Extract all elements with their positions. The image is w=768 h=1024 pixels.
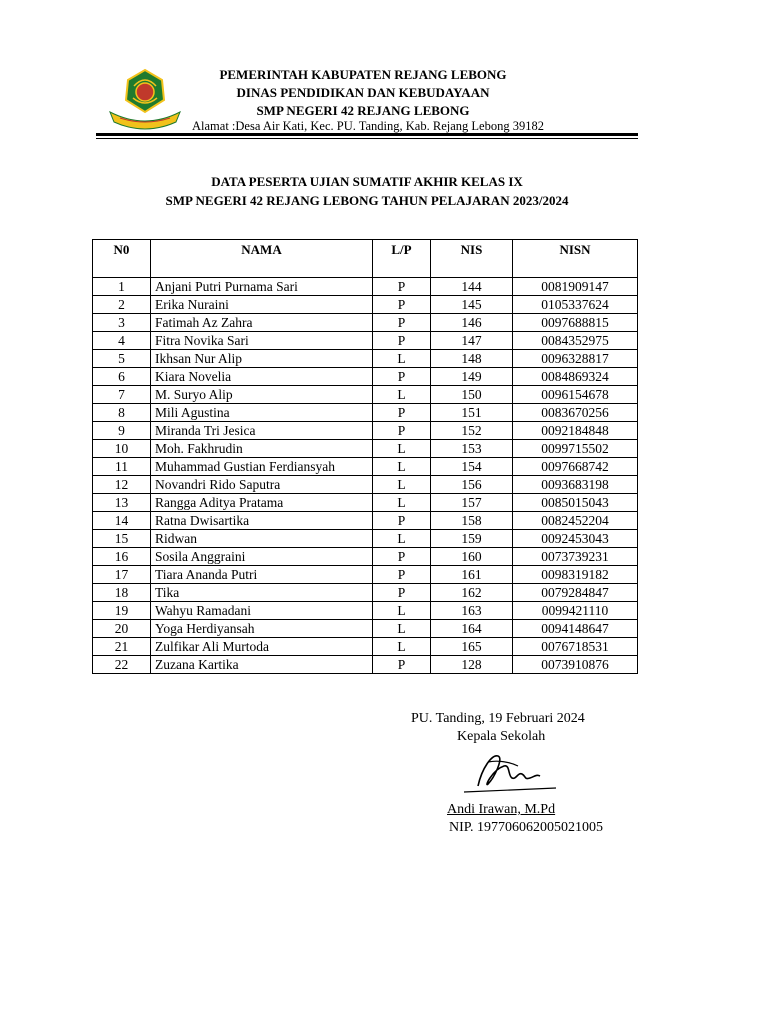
cell-nis: 150 [431, 386, 513, 404]
table-row [93, 548, 638, 566]
cell-nisn: 0093683198 [513, 476, 638, 494]
cell-lp: L [373, 440, 431, 458]
cell-nisn: 0099715502 [513, 440, 638, 458]
cell-lp: P [373, 656, 431, 674]
cell-no: 11 [93, 458, 151, 476]
cell-nis: 149 [431, 368, 513, 386]
cell-nisn: 0096154678 [513, 386, 638, 404]
cell-nama: Miranda Tri Jesica [151, 422, 373, 440]
cell-nisn: 0073739231 [513, 548, 638, 566]
document-title [96, 172, 638, 210]
cell-nama: Zuzana Kartika [151, 656, 373, 674]
cell-nisn: 0105337624 [513, 296, 638, 314]
table-row [93, 494, 638, 512]
letterhead-line-1: PEMERINTAH KABUPATEN REJANG LEBONG [219, 67, 507, 82]
cell-nama: Ikhsan Nur Alip [151, 350, 373, 368]
cell-lp: P [373, 584, 431, 602]
cell-nis: 151 [431, 404, 513, 422]
cell-no: 16 [93, 548, 151, 566]
cell-no: 5 [93, 350, 151, 368]
header-lp: L/P [373, 240, 431, 278]
school-address: Alamat :Desa Air Kati, Kec. PU. Tanding, Kab. Rejang Lebong 39182 [192, 119, 544, 133]
cell-nis: 154 [431, 458, 513, 476]
cell-no: 6 [93, 368, 151, 386]
table-body [93, 278, 638, 674]
table-row [93, 530, 638, 548]
cell-nis: 165 [431, 638, 513, 656]
cell-nama: Wahyu Ramadani [151, 602, 373, 620]
regency-logo [104, 66, 186, 130]
letterhead-line-2: DINAS PENDIDIKAN DAN KEBUDAYAAN [236, 85, 490, 100]
cell-no: 12 [93, 476, 151, 494]
document-title-line-1: DATA PESERTA UJIAN SUMATIF AKHIR KELAS IX [211, 174, 523, 189]
header-nis: NIS [431, 240, 513, 278]
cell-nis: 145 [431, 296, 513, 314]
cell-no: 20 [93, 620, 151, 638]
cell-nama: Anjani Putri Purnama Sari [151, 278, 373, 296]
table-row [93, 278, 638, 296]
cell-nis: 146 [431, 314, 513, 332]
table-header-row [93, 240, 638, 278]
cell-nis: 147 [431, 332, 513, 350]
cell-lp: L [373, 476, 431, 494]
cell-nama: Mili Agustina [151, 404, 373, 422]
cell-nisn: 0099421110 [513, 602, 638, 620]
cell-nisn: 0076718531 [513, 638, 638, 656]
cell-nis: 156 [431, 476, 513, 494]
cell-no: 2 [93, 296, 151, 314]
cell-lp: P [373, 296, 431, 314]
cell-nisn: 0094148647 [513, 620, 638, 638]
cell-nisn: 0081909147 [513, 278, 638, 296]
cell-lp: L [373, 458, 431, 476]
cell-lp: L [373, 494, 431, 512]
signer-nip: NIP. 197706062005021005 [449, 820, 604, 835]
table-row [93, 422, 638, 440]
cell-nama: Tiara Ananda Putri [151, 566, 373, 584]
cell-no: 9 [93, 422, 151, 440]
table-row [93, 476, 638, 494]
cell-lp: L [373, 530, 431, 548]
cell-nama: Fatimah Az Zahra [151, 314, 373, 332]
cell-nis: 164 [431, 620, 513, 638]
table-row [93, 512, 638, 530]
letterhead [190, 66, 536, 120]
header-nama: NAMA [151, 240, 373, 278]
cell-no: 17 [93, 566, 151, 584]
cell-nisn: 0084869324 [513, 368, 638, 386]
cell-no: 1 [93, 278, 151, 296]
cell-nis: 159 [431, 530, 513, 548]
cell-lp: P [373, 404, 431, 422]
cell-nisn: 0097688815 [513, 314, 638, 332]
place-date: PU. Tanding, 19 Februari 2024 [411, 711, 585, 726]
cell-no: 22 [93, 656, 151, 674]
cell-nama: Erika Nuraini [151, 296, 373, 314]
cell-lp: P [373, 422, 431, 440]
cell-nis: 163 [431, 602, 513, 620]
cell-nisn: 0079284847 [513, 584, 638, 602]
cell-no: 13 [93, 494, 151, 512]
table-row [93, 350, 638, 368]
cell-lp: P [373, 314, 431, 332]
table-row [93, 332, 638, 350]
cell-nama: Novandri Rido Saputra [151, 476, 373, 494]
cell-nama: Muhammad Gustian Ferdiansyah [151, 458, 373, 476]
cell-lp: P [373, 566, 431, 584]
cell-nis: 162 [431, 584, 513, 602]
cell-lp: P [373, 332, 431, 350]
cell-nis: 161 [431, 566, 513, 584]
table-row [93, 656, 638, 674]
cell-no: 18 [93, 584, 151, 602]
cell-nis: 153 [431, 440, 513, 458]
cell-lp: L [373, 620, 431, 638]
handwritten-signature [458, 748, 562, 798]
table-row [93, 386, 638, 404]
cell-lp: L [373, 638, 431, 656]
letterhead-divider-thick [96, 133, 638, 136]
cell-no: 14 [93, 512, 151, 530]
table-row [93, 404, 638, 422]
cell-no: 7 [93, 386, 151, 404]
table-row [93, 566, 638, 584]
cell-nama: Kiara Novelia [151, 368, 373, 386]
regency-emblem-icon [104, 66, 186, 130]
cell-no: 3 [93, 314, 151, 332]
table-row [93, 458, 638, 476]
letterhead-line-3: SMP NEGERI 42 REJANG LEBONG [256, 103, 470, 118]
cell-lp: P [373, 548, 431, 566]
cell-nama: M. Suryo Alip [151, 386, 373, 404]
table-row [93, 584, 638, 602]
cell-nis: 160 [431, 548, 513, 566]
header-no: N0 [93, 240, 151, 278]
cell-nisn: 0092453043 [513, 530, 638, 548]
cell-lp: P [373, 278, 431, 296]
cell-no: 10 [93, 440, 151, 458]
header-nisn: NISN [513, 240, 638, 278]
cell-nisn: 0097668742 [513, 458, 638, 476]
cell-nisn: 0085015043 [513, 494, 638, 512]
table-row [93, 638, 638, 656]
cell-nisn: 0083670256 [513, 404, 638, 422]
table-row [93, 296, 638, 314]
cell-lp: P [373, 368, 431, 386]
participant-table [92, 239, 638, 674]
signature-icon [458, 748, 562, 798]
cell-lp: L [373, 350, 431, 368]
cell-no: 21 [93, 638, 151, 656]
cell-nis: 152 [431, 422, 513, 440]
cell-nama: Ratna Dwisartika [151, 512, 373, 530]
cell-lp: P [373, 512, 431, 530]
cell-no: 8 [93, 404, 151, 422]
table-row [93, 314, 638, 332]
cell-nisn: 0096328817 [513, 350, 638, 368]
document-title-line-2: SMP NEGERI 42 REJANG LEBONG TAHUN PELAJARAN 2023/2024 [165, 193, 569, 208]
cell-nama: Tika [151, 584, 373, 602]
cell-nama: Ridwan [151, 530, 373, 548]
cell-nisn: 0082452204 [513, 512, 638, 530]
cell-nis: 144 [431, 278, 513, 296]
signer-position: Kepala Sekolah [457, 729, 546, 744]
cell-nisn: 0098319182 [513, 566, 638, 584]
cell-nama: Zulfikar Ali Murtoda [151, 638, 373, 656]
table-row [93, 620, 638, 638]
cell-lp: L [373, 602, 431, 620]
cell-nama: Yoga Herdiyansah [151, 620, 373, 638]
cell-nisn: 0084352975 [513, 332, 638, 350]
cell-lp: L [373, 386, 431, 404]
cell-nama: Moh. Fakhrudin [151, 440, 373, 458]
cell-nisn: 0073910876 [513, 656, 638, 674]
letterhead-divider-thin [96, 138, 638, 139]
cell-nis: 158 [431, 512, 513, 530]
cell-nisn: 0092184848 [513, 422, 638, 440]
cell-no: 15 [93, 530, 151, 548]
table-row [93, 602, 638, 620]
cell-nis: 148 [431, 350, 513, 368]
cell-nis: 128 [431, 656, 513, 674]
cell-nama: Rangga Aditya Pratama [151, 494, 373, 512]
signer-name: Andi Irawan, M.Pd [447, 802, 556, 817]
table-row [93, 368, 638, 386]
cell-nama: Fitra Novika Sari [151, 332, 373, 350]
cell-no: 19 [93, 602, 151, 620]
cell-nis: 157 [431, 494, 513, 512]
cell-no: 4 [93, 332, 151, 350]
cell-nama: Sosila Anggraini [151, 548, 373, 566]
table-row [93, 440, 638, 458]
